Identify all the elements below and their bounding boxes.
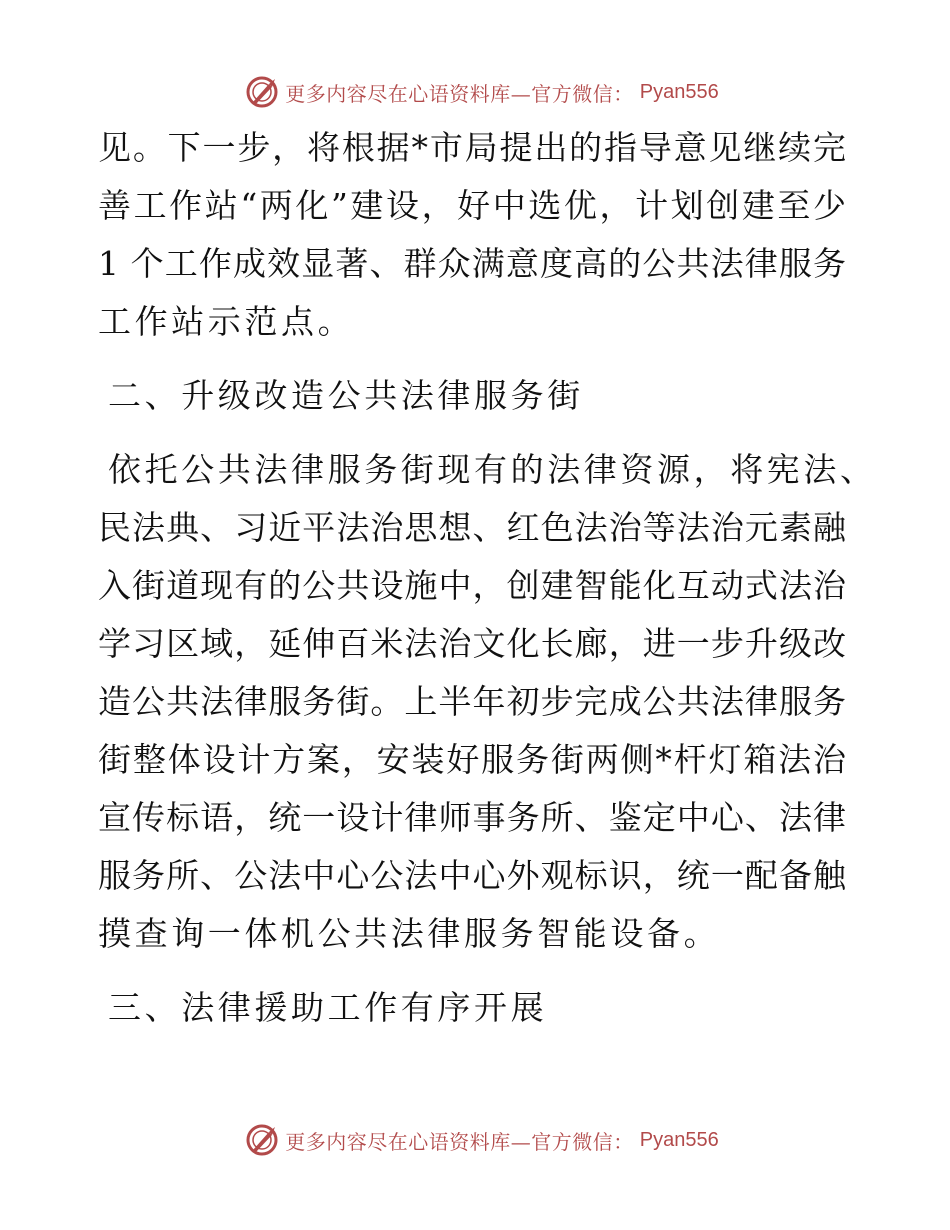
body-line-9: 学习区域，延伸百米法治文化长廊，进一步升级改: [98, 624, 846, 663]
body-line-11: 街整体设计方案，安装好服务街两侧*杆灯箱法治: [98, 740, 846, 779]
body-line-1: 见。下一步，将根据*市局提出的指导意见继续完: [98, 128, 846, 167]
body-line-6: 依托公共法律服务街现有的法律资源，将宪法、: [108, 450, 877, 489]
body-line-7: 民法典、习近平法治思想、红色法治等法治元素融: [98, 508, 846, 547]
body-line-3: 1 个工作成效显著、群众满意度高的公共法律服务: [98, 244, 846, 283]
body-line-14: 摸查询一体机公共法律服务智能设备。: [98, 914, 721, 953]
header-banner: [0, 72, 950, 112]
body-line-13: 服务所、公法中心公法中心外观标识，统一配备触: [98, 856, 846, 895]
body-line-12: 宣传标语，统一设计律师事务所、鉴定中心、法律: [98, 798, 846, 837]
header-banner-wechat-id: Pyan556: [639, 80, 719, 103]
red-quill-circle-icon: [245, 1123, 279, 1157]
header-banner-content: [245, 75, 718, 109]
footer-banner-wechat-id: Pyan556: [639, 1128, 719, 1151]
body-line-2: 善工作站“两化”建设，好中选优，计划创建至少: [98, 186, 846, 225]
body-line-8: 入街道现有的公共设施中，创建智能化互动式法治: [98, 566, 846, 605]
header-banner-text: 更多内容尽在心语资料库—官方微信：: [285, 81, 634, 106]
footer-banner-text: 更多内容尽在心语资料库—官方微信：: [285, 1129, 634, 1154]
section-heading-2: 二、升级改造公共法律服务街: [108, 376, 584, 415]
footer-banner-content: [245, 1123, 718, 1157]
section-heading-3: 三、法律援助工作有序开展: [108, 988, 548, 1027]
red-quill-circle-icon: [245, 75, 279, 109]
body-line-4: 工作站示范点。: [98, 302, 355, 341]
footer-banner: [0, 1120, 950, 1160]
body-line-10: 造公共法律服务街。上半年初步完成公共法律服务: [98, 682, 846, 721]
